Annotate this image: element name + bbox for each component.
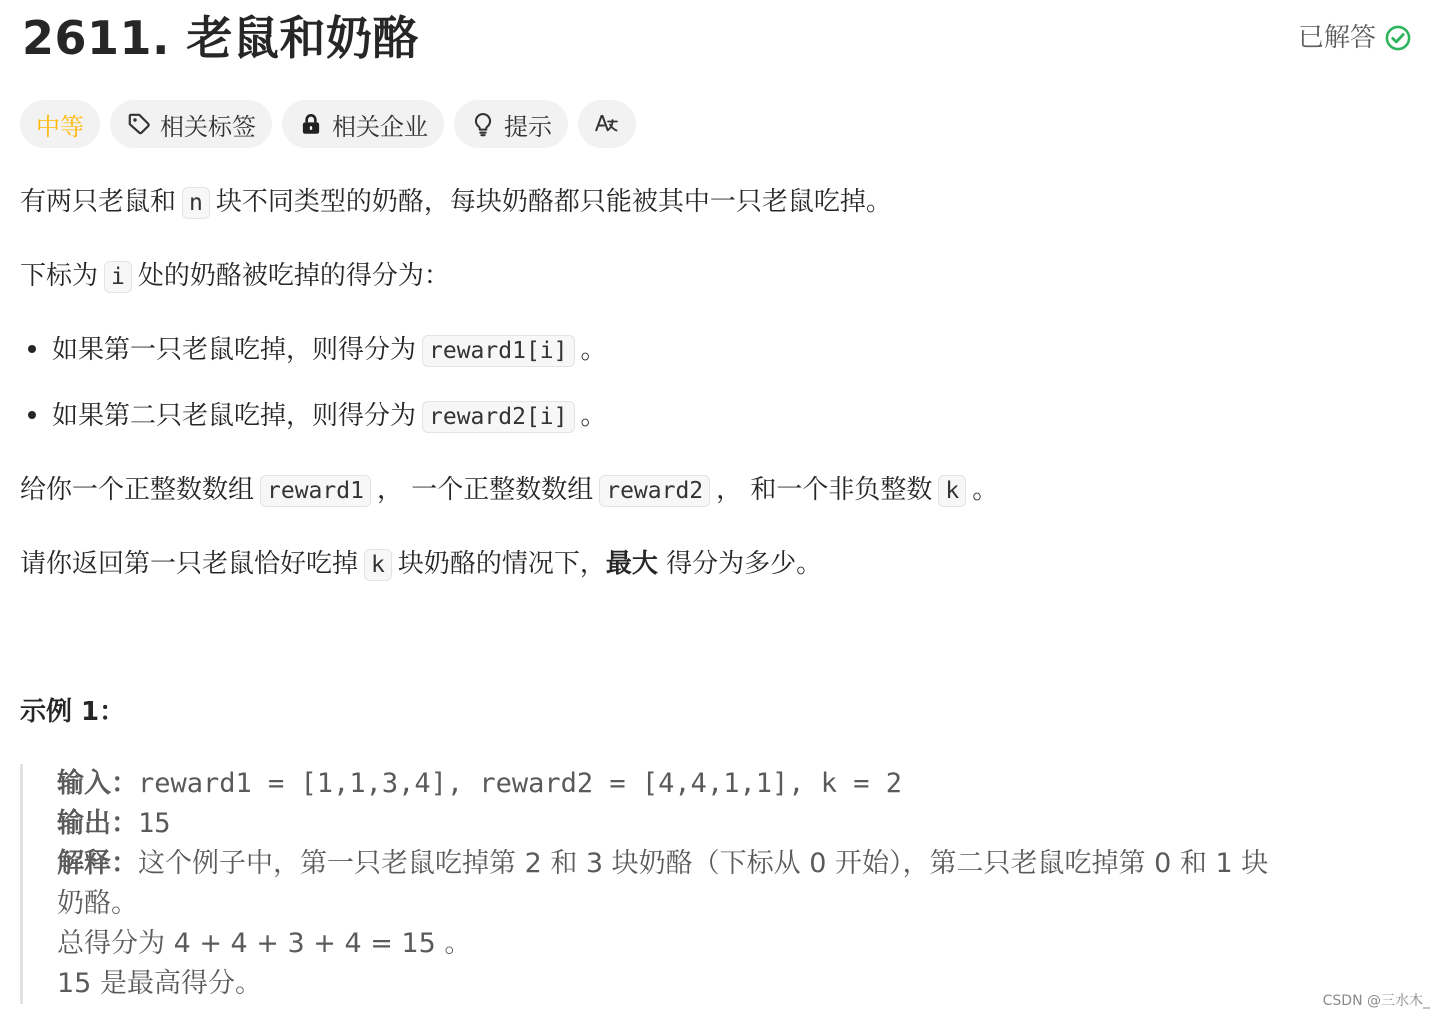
text: 。 [580, 335, 607, 365]
example-explanation [57, 844, 1420, 884]
solved-label: 已解答 [1297, 23, 1376, 53]
text: 。 [580, 401, 607, 431]
inline-code: reward2[i] [422, 401, 574, 433]
inline-code: k [938, 475, 966, 507]
text: 有两只老鼠和 [20, 187, 177, 217]
related-tags-label: 相关标签 [160, 112, 256, 141]
text: 如果第一只老鼠吃掉，则得分为 [52, 335, 417, 365]
example-explanation-cont [57, 964, 1420, 1004]
inline-code: reward2 [599, 475, 710, 507]
text: 下标为 [20, 261, 99, 291]
tag-icon [126, 111, 152, 137]
example-title: 示例 1： [20, 697, 126, 727]
example-output [57, 804, 1420, 844]
lightbulb-icon [470, 111, 496, 137]
problem-header [22, 8, 1412, 72]
related-tags-button[interactable] [110, 100, 272, 148]
tag-bar [20, 100, 636, 148]
output-label: 输出： [57, 808, 138, 839]
description-paragraph-2 [20, 254, 450, 299]
related-companies-label: 相关企业 [332, 112, 428, 141]
input-label: 输入： [57, 768, 138, 799]
list-item [20, 328, 607, 373]
description-paragraph-1 [20, 180, 892, 225]
inline-code: reward1 [260, 475, 371, 507]
text: ， 和一个非负整数 [716, 475, 933, 505]
example-block [20, 764, 1420, 1004]
bullet-dot [28, 411, 36, 419]
input-value: reward1 = [1,1,3,4], reward2 = [4,4,1,1], k = 2 [138, 768, 903, 799]
text: 块奶酪的情况下， [397, 549, 606, 579]
description-paragraph-3 [20, 468, 998, 513]
bullet-dot [28, 345, 36, 353]
hint-label: 提示 [504, 112, 552, 141]
explanation-text: 奶酪。 [57, 888, 138, 919]
text: 请你返回第一只老鼠恰好吃掉 [20, 549, 359, 579]
lock-icon [298, 111, 324, 137]
translate-icon [594, 111, 620, 137]
text: ， 一个正整数数组 [376, 475, 594, 505]
solved-status [1298, 20, 1412, 56]
related-companies-button[interactable] [282, 100, 444, 148]
description-paragraph-4 [20, 542, 822, 587]
explanation-label: 解释： [57, 848, 138, 879]
text: 块不同类型的奶酪，每块奶酪都只能被其中一只老鼠吃掉。 [215, 187, 892, 217]
example-explanation-cont [57, 884, 1420, 924]
text: 如果第二只老鼠吃掉，则得分为 [52, 401, 417, 431]
page-title: 2611. 老鼠和奶酪 [22, 11, 420, 65]
watermark: CSDN @三水木_ [1322, 993, 1430, 1009]
example-input [57, 764, 1420, 804]
check-circle-icon [1384, 24, 1412, 52]
inline-code: reward1[i] [422, 335, 574, 367]
text: 。 [972, 475, 999, 505]
explanation-text: 15 是最高得分。 [57, 968, 262, 999]
output-value: 15 [138, 808, 171, 839]
text: 给你一个正整数数组 [20, 475, 255, 505]
translate-button[interactable] [578, 100, 636, 148]
hint-button[interactable] [454, 100, 568, 148]
list-item [20, 394, 607, 439]
text: 处的奶酪被吃掉的得分为： [137, 261, 450, 291]
inline-code: n [182, 187, 210, 219]
inline-code: k [364, 549, 392, 581]
difficulty-badge[interactable] [20, 100, 100, 148]
bold-text: 最大 [605, 549, 658, 579]
example-explanation-cont [57, 924, 1420, 964]
inline-code: i [104, 261, 132, 293]
explanation-text: 这个例子中，第一只老鼠吃掉第 2 和 3 块奶酪（下标从 0 开始），第二只老鼠吃掉第 0 和 1 块 [138, 848, 1269, 879]
explanation-text: 总得分为 4 + 4 + 3 + 4 = 15 。 [57, 928, 472, 959]
text: 得分为多少。 [666, 549, 823, 579]
difficulty-label: 中等 [36, 112, 84, 141]
